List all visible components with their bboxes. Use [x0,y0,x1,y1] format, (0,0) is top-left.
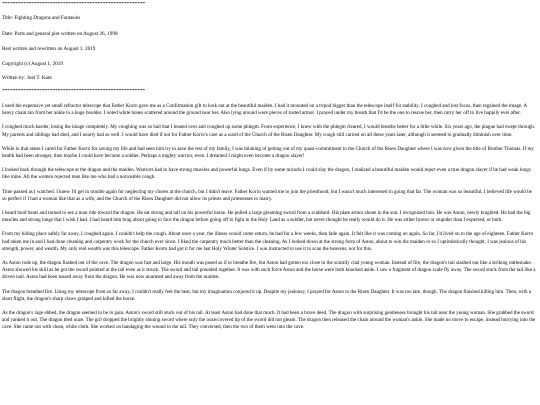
story-body [2,103,536,332]
paragraph-6: I heard hoof beats and turned to see a man ride toward the dragon. He sat strong and tall on his powerful horse. He pulled a large gleaming sword from a scabbard. His plate armor shone in the sun. I recognized him. He was Aston, newly knighted. He had the big muscles and strong lungs that I wish I had. I had heard him brag about going to face the dragon before going off to fight in the Holy Land as a soldier, but never thought he really would do it. He was either braver or stupider than I expected, or both. [2,210,531,224]
paragraph-3: While in that sense I cared for Father Korro for saving my life and had seen him try to save the rest of my family, I was thinking of getting out of my quasi-commitment to the Church of the Risen Daughter where I was now given the title of Brother Thomas. If my health had been stronger, then maybe I could have become a soldier. Perhaps a mighty warrior, even. I dreamed I might even become a dragon slayer! [2,145,534,160]
doc-author: Written by: Joel T. Kant [2,75,52,81]
paragraph-5: Time passed as I watched. I knew I'd get in trouble again for neglecting my chores at the church, but I didn't leave. Father Korro wanted me to join the priesthood, but I wasn't much interested in going that far. The woman was so beautiful. I believed life would be so perfect if I had a woman like that as a wife, and the Church of the Risen Daughter did not allow its priests and priestesses to marry. [2,188,532,202]
doc-copyright: Copyright (c) August 1, 2019 [2,61,63,67]
paragraph-10: As the dragon's rage ebbed, the dragon seemed to be in pain. Aston's sword still stuck out of his tail. At least Aston had done that much. It had been a brave deed. The dragon with surprising gentleness brought his tail near the young woman. She grabbed the sword and yanked it out. The dragon bled ooze. The girl dropped the brightly shining sword where only the ooze/covered tip of the sword did not gleam. The dragon then released the chain around the woman's ankle. She made no move to escape, instead hurrying into the cave. She came out with clean, white cloth. She worked on bandaging the wound in the tail. They conversed, then the two of them went into the cave. [2,310,536,331]
doc-title: Title: Fighting Dragons and Fantasies [2,15,81,21]
paragraph-2: I coughed much harder, losing the image completely. My coughing was so bad that I leaned over and coughed up some phlegm. From experience, I knew with the phlegm cleared, I would breathe better for a little while. Six years ago, the plague had swept through. My parents and siblings had died, and I nearly had as well. I would have died if not for Father Korro's care as a ward of the Church of the Risen Daughter. My cough still carried on all these years later, although it seemed to gradually diminish over time. [2,124,536,138]
paragraph-8: As Aston rode up, the dragon flashed out of the cave. The dragon was fast and large. His mouth was posed as if to breathe fire, but Aston had gotten too close to the scantily clad young woman. Instead of fire, the dragon's tail slashed out like a striking rattlesnake. Aston showed his skill as he got the sword pointed at the tail even as it struck. The sword and tail pounded together. It was with such force Aston and the horse were both knocked aside. I saw a fragment of dragon scale fly away. The sword stuck from the tail like a driven nail. Aston had been tossed away from the dragon. He was now unarmed and away from the maiden. [2,260,536,281]
paragraph-4: I looked back through the telescope at the dragon and the maiden. Warriors had to have strong muscles and powerful lungs. Even if by some miracle I could slay the dragon, I realized a beautiful maiden would reject even a true dragon slayer if he had weak lungs like mine. All the women rejected men like me who had a noticeable cough. [2,167,531,181]
paragraph-1: I used the expensive yet small refractor telescope that Father Korro gave me as a Confirmation gift to look out at the beautiful maiden. I had it mounted on a tripod bigger than the telescope itself for stability. I coughed and lost focus, then regained the image. A heavy chain ran from her ankle to a huge boulder. I noted white bones scattered around the ground near her. Also lying around were pieces of rusted armor. I prayed under my breath that I'd be the one to rescue her, then carry her off to live happily ever after. [2,103,527,117]
paragraph-7: From my hiding place safely far away, I coughed again. I couldn't help the cough. About once a year, the illness would come return, be bad for a few weeks, then fade again. It felt like it was coming on again. So far, I'd lived on to the age of eighteen. Father Korro had taken me in and I had done cleaning and carpentry work for the church ever since. I liked the carpentry much better than the cleaning. As I looked down at the strong form of Aston, about to win the maiden or so I optimistically thought, I was jealous of his strength, power, and wealth. My only real wealth was this telescope. Father Korro had got it for me last Holy Winter Solstice. I was instructed to use it to scan the heavens, not for this. [2,231,534,252]
separator-bottom: ****************************************************** [2,89,146,94]
separator-top: ****************************************************** [2,2,146,7]
doc-rest-date: Rest written and rewritten on August 1, 2019 [2,46,96,52]
paragraph-9: The dragon breathed fire. Using my telescope from so far away, I couldn't really feel the heat, but my imagination conjured it up. Despite my jealousy, I prayed for Aston to the Risen Daughter. It was too late, though. The dragon finished killing him. Then, with a short flight, the dragon's sharp claws grasped and killed the horse. [2,288,532,302]
doc-date: Date: Parts and general plot written on August 26, 1998 [2,31,118,37]
